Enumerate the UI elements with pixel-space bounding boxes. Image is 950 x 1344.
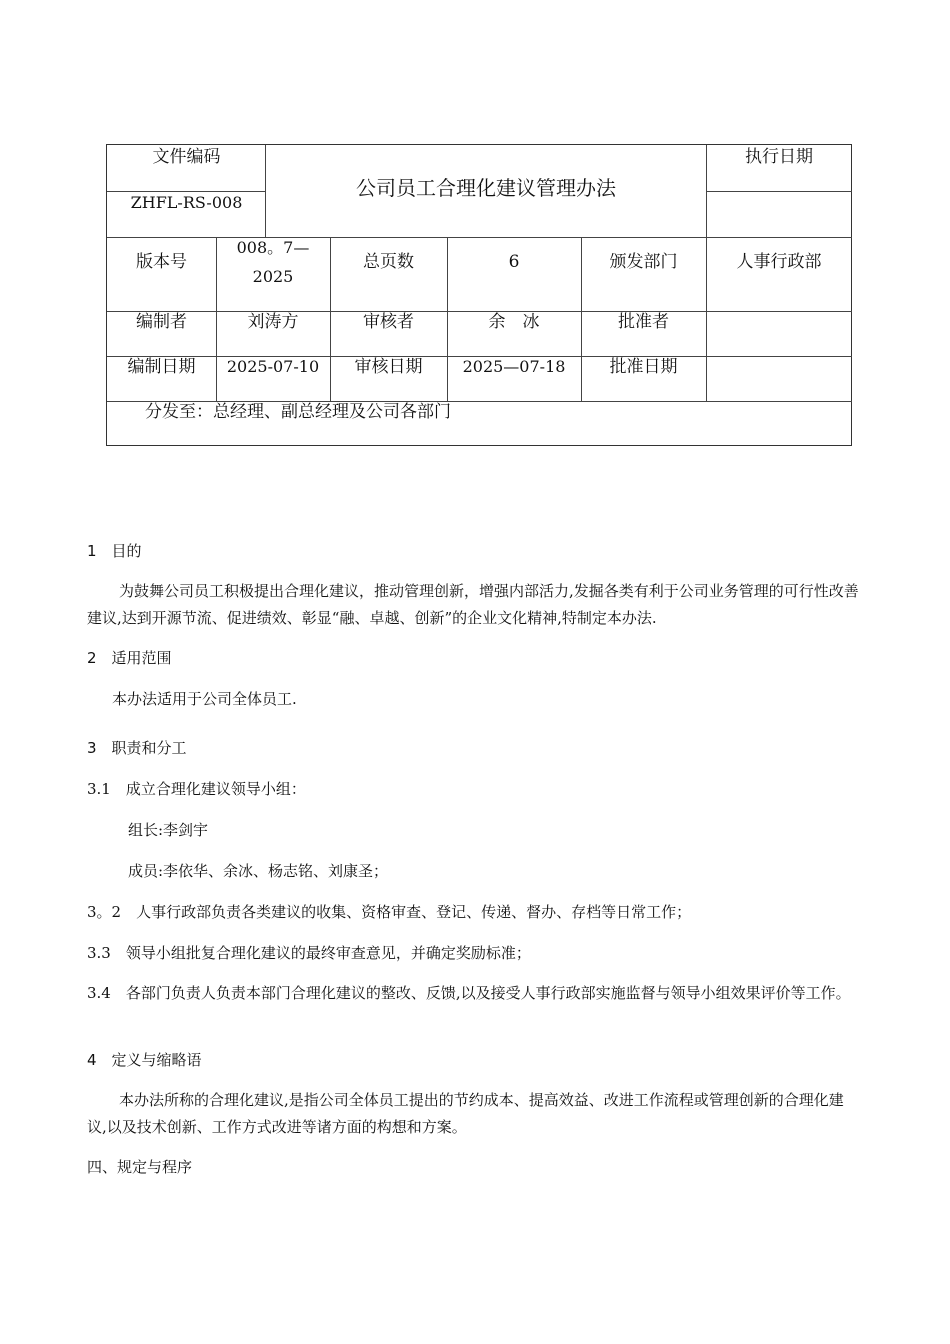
section-3-heading: 3 职责和分工 — [87, 739, 187, 757]
reviewer-label: 审核者 — [363, 312, 414, 332]
author-date-label: 编制日期 — [127, 357, 196, 377]
author-label: 编制者 — [136, 312, 187, 332]
section-4-heading: 4 定义与缩略语 — [87, 1051, 202, 1069]
version-value-line1: 008。7— — [236, 238, 310, 257]
issuing-dept-label: 颁发部门 — [609, 252, 678, 272]
document-header-table — [106, 144, 852, 446]
section-1-body: 为鼓舞公司员工积极提出合理化建议，推动管理创新，增强内部活力,发掘各类有利于公司业务管理的可行性改善建议,达到开源节流、促进绩效、彰显“融、卓越、创新”的企业文化精神,特制定本办法. — [87, 582, 859, 627]
approve-date-label: 批准日期 — [609, 357, 678, 377]
author-date-value: 2025-07-10 — [226, 357, 320, 376]
doc-code-value: ZHFL-RS-008 — [130, 193, 243, 212]
section-3-4: 3.4 各部门负责人负责本部门合理化建议的整改、反馈,以及接受人事行政部实施监督与领导小组效果评价等工作。 — [87, 984, 851, 1002]
section-2-heading: 2 适用范围 — [87, 649, 172, 667]
section-4-body: 本办法所称的合理化建议,是指公司全体员工提出的节约成本、提高效益、改进工作流程或管理创新的合理化建议,以及技术创新、工作方式改进等诸方面的构想和方案。 — [87, 1091, 844, 1136]
reviewer-value: 余 冰 — [488, 312, 540, 332]
section-5-heading: 四、规定与程序 — [87, 1158, 193, 1176]
distribution-value: 总经理、副总经理及公司各部门 — [213, 402, 451, 422]
review-date-value: 2025—07-18 — [462, 357, 566, 376]
version-label: 版本号 — [136, 252, 187, 272]
pages-value: 6 — [508, 252, 520, 272]
version-value-line2: 2025 — [252, 267, 294, 286]
section-2-body: 本办法适用于公司全体员工. — [112, 690, 297, 708]
exec-date-label: 执行日期 — [745, 147, 813, 167]
section-3-3: 3.3 领导小组批复合理化建议的最终审查意见，并确定奖励标准； — [87, 944, 531, 962]
distribution-row — [145, 401, 451, 423]
approver-label: 批准者 — [618, 312, 669, 332]
section-1-heading: 1 目的 — [87, 542, 142, 560]
document-title: 公司员工合理化建议管理办法 — [356, 176, 616, 200]
section-3-1-leader: 组长:李剑宇 — [128, 821, 209, 839]
distribution-label: 分发至： — [145, 402, 213, 422]
doc-code-label: 文件编码 — [152, 147, 221, 167]
grid-line — [706, 145, 707, 401]
grid-line — [706, 191, 852, 192]
section-3-1: 3.1 成立合理化建议领导小组： — [87, 780, 306, 798]
section-3-1-members: 成员:李依华、余冰、杨志铭、刘康圣； — [128, 862, 389, 880]
author-value: 刘涛方 — [247, 312, 299, 332]
pages-label: 总页数 — [363, 252, 414, 272]
section-3-2: 3。2 人事行政部负责各类建议的收集、资格审查、登记、传递、督办、存档等日常工作； — [87, 903, 692, 921]
issuing-dept-value: 人事行政部 — [736, 252, 822, 272]
review-date-label: 审核日期 — [354, 357, 423, 377]
